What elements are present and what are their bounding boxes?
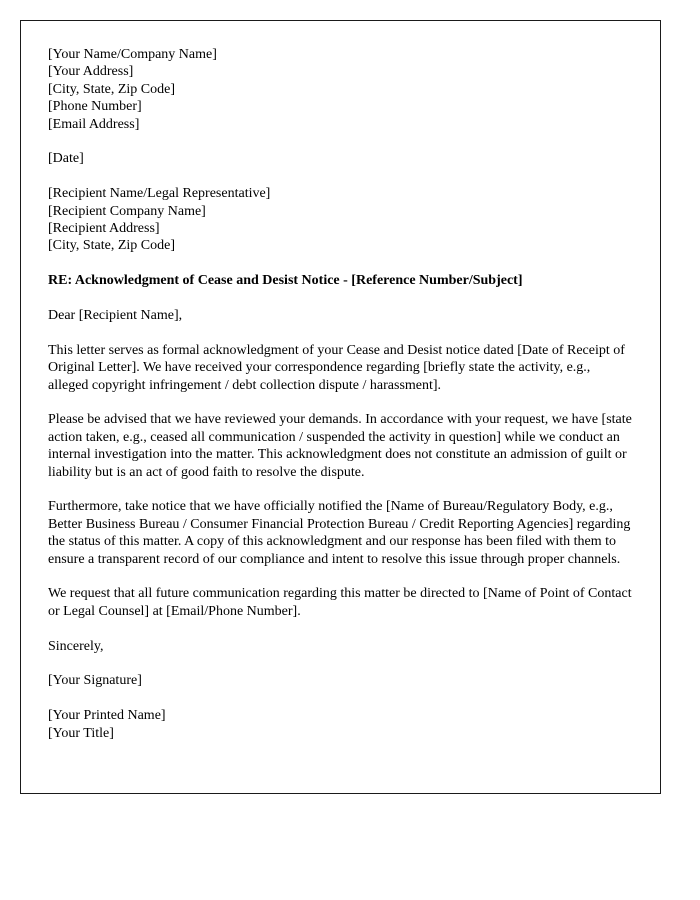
signer-title: [Your Title] <box>48 725 114 741</box>
body-paragraph-3: Furthermore, take notice that we have officially notified the [Name of Bureau/Regulatory Body, e.g., Better Business Bureau / Consumer Financial Protection Bureau / Credit Reporting Agencies] regarding the status of this matter. A copy of this acknowledgment and our response has been filed with them to ensure a transparent record of our compliance and intent to resolve this issue through proper channels. <box>48 499 631 567</box>
sender-phone: [Phone Number] <box>48 99 142 115</box>
recipient-company: [Recipient Company Name] <box>48 203 206 219</box>
signer-printed-name: [Your Printed Name] <box>48 708 166 724</box>
date-line: [Date] <box>48 151 84 167</box>
recipient-address: [Recipient Address] <box>48 221 160 237</box>
recipient-block <box>48 185 633 255</box>
recipient-city-state-zip: [City, State, Zip Code] <box>48 238 176 254</box>
date-block <box>48 150 633 167</box>
salutation: Dear [Recipient Name], <box>48 308 183 324</box>
letter-page <box>20 20 661 794</box>
signature-block <box>48 707 633 742</box>
sender-email: [Email Address] <box>48 116 140 132</box>
body-paragraph-2: Please be advised that we have reviewed your demands. In accordance with your request, we have [state action taken, e.g., ceased all communication / suspended the activity in question] while we conduct an internal investigation into the matter. This acknowledgment does not constitute an admission of guilt or liability but is an act of good faith to resolve the dispute. <box>48 412 632 480</box>
closing: Sincerely, <box>48 638 104 654</box>
letter-content <box>21 21 660 742</box>
sender-address: [Your Address] <box>48 64 134 80</box>
signature-placeholder: [Your Signature] <box>48 673 142 689</box>
recipient-name: [Recipient Name/Legal Representative] <box>48 186 271 202</box>
body-paragraph-4: We request that all future communication regarding this matter be directed to [Name of Point of Contact or Legal Counsel] at [Email/Phone Number]. <box>48 586 632 619</box>
subject-line: RE: Acknowledgment of Cease and Desist Notice - [Reference Number/Subject] <box>48 273 523 289</box>
body-paragraph-1: This letter serves as formal acknowledgment of your Cease and Desist notice dated [Date of Receipt of Original Letter]. We have received your correspondence regarding [briefly state the activity, e.g., alleged copyright infringement / debt collection dispute / harassment]. <box>48 342 625 393</box>
sender-city-state-zip: [City, State, Zip Code] <box>48 81 176 97</box>
sender-block <box>48 46 633 133</box>
sender-name: [Your Name/Company Name] <box>48 47 217 62</box>
